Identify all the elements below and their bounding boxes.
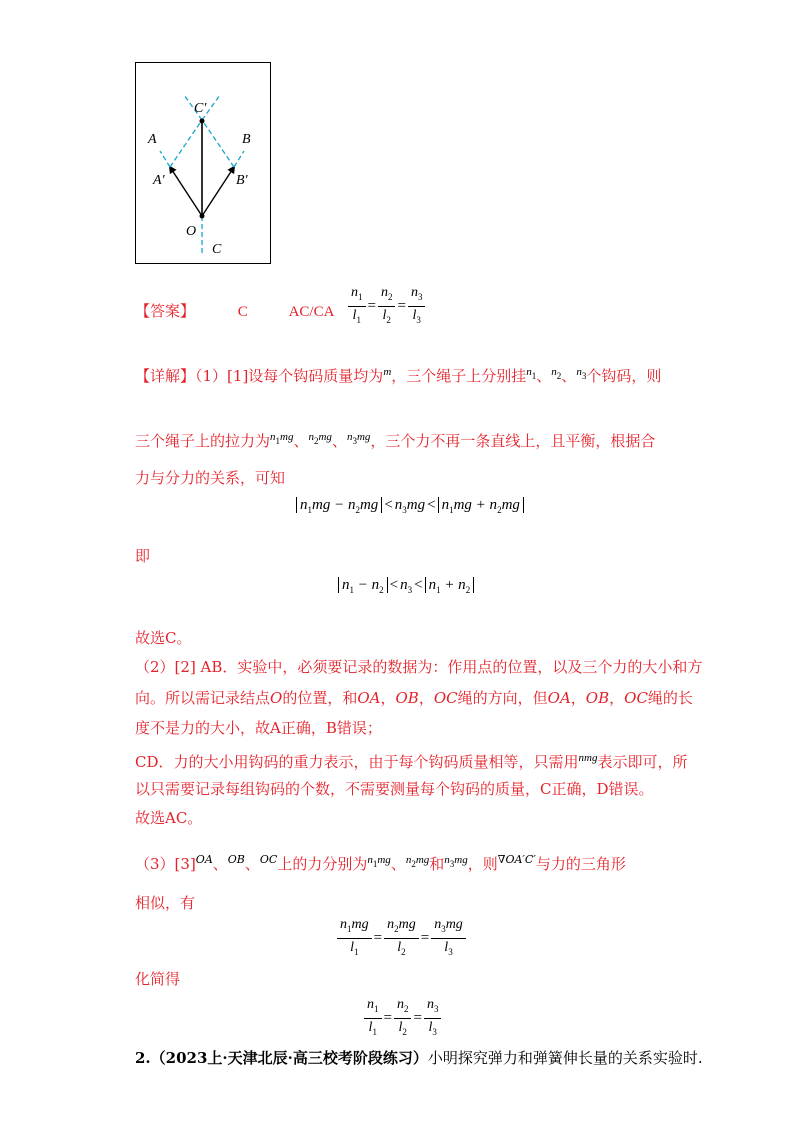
q2-number: 2. bbox=[135, 1049, 151, 1067]
point-c-prime bbox=[200, 119, 205, 124]
math-triangle: ∇OA′C′ bbox=[497, 853, 536, 866]
inequality-2: $n_1 - n_2 < n_3 < n_1 + n_2$ bbox=[338, 577, 474, 595]
text-dun: 、 bbox=[536, 367, 552, 385]
math-oc: OC bbox=[624, 689, 648, 707]
text-p7a: CD．力的大小用钩码的重力表示，由于每个钩码质量相等，只需用 bbox=[135, 753, 579, 771]
text-choose-ac: 故选AC。 bbox=[135, 809, 203, 827]
dashed-line-ac bbox=[170, 120, 202, 167]
text-p1b: ，三个绳子上分别挂 bbox=[391, 367, 527, 385]
detail-line-3 bbox=[135, 468, 285, 488]
label-a-prime: A' bbox=[153, 173, 165, 188]
detail-line-7 bbox=[135, 748, 687, 772]
force-diagram-svg bbox=[136, 63, 270, 263]
math-oc: OC bbox=[433, 689, 458, 707]
math-m: m bbox=[383, 366, 392, 378]
answer-tag: 【答案】 bbox=[135, 302, 196, 320]
math-oa: OA bbox=[547, 689, 571, 707]
answer-3-equation: $\frac{n_1}{l_1}$ = $\frac{n_2}{l_2}$ = $\frac{n_3}{l_3}$ bbox=[348, 284, 425, 329]
math-oa: OA bbox=[195, 853, 213, 866]
math-ob: OB bbox=[227, 853, 245, 866]
math-o: O bbox=[270, 689, 283, 707]
detail-line-9 bbox=[135, 850, 626, 874]
text-p2a: 三个绳子上的拉力为 bbox=[135, 432, 271, 450]
text-p7b: 表示即可，所 bbox=[597, 753, 688, 771]
text-p10: 相似，有 bbox=[135, 894, 196, 912]
math-ob: OB bbox=[585, 689, 610, 707]
result-equation: $\frac{n_1}{l_1}$ = $\frac{n_2}{l_2}$ = $\frac{n_3}{l_3}$ bbox=[364, 996, 441, 1041]
detail-line-8 bbox=[135, 779, 654, 799]
text-simplify: 化简得 bbox=[135, 970, 181, 988]
text-he: 和 bbox=[429, 855, 445, 873]
detail-simplify bbox=[135, 969, 180, 989]
text-p9c: ，则 bbox=[467, 855, 498, 873]
detail-line-5 bbox=[135, 688, 693, 708]
text-dun: 、 bbox=[561, 367, 577, 385]
math-oc: OC bbox=[259, 853, 278, 866]
text-p1c: 个钩码，则 bbox=[586, 367, 662, 385]
math-n1mg: n1mg bbox=[367, 854, 391, 869]
text-p9d: 与力的三角形 bbox=[535, 855, 626, 873]
math-n3mg: n3mg bbox=[444, 854, 468, 869]
similarity-equation: $\frac{n_1mg}{l_1}$ = $\frac{n_2mg}{l_2}$ = $\frac{n_3mg}{l_3}$ bbox=[337, 916, 466, 961]
label-b-prime: B' bbox=[236, 173, 248, 188]
text-p5a: 向。所以需记录结点 bbox=[135, 689, 271, 707]
detail-line-1 bbox=[135, 362, 661, 386]
math-n2: n2 bbox=[551, 366, 562, 381]
label-c-prime: C' bbox=[194, 101, 207, 116]
inequality-1: $n_1mg - n_2mg < n_3mg < n_1mg + n_2mg$ bbox=[296, 497, 524, 515]
text-p1a: （1）[1]设每个钩码质量均为 bbox=[195, 367, 384, 385]
math-oa: OA bbox=[357, 689, 381, 707]
text-p4: （2）[2] AB．实验中，必须要记录的数据为：作用点的位置，以及三个力的大小和方 bbox=[135, 658, 703, 676]
text-p9a: （3）[3] bbox=[135, 855, 196, 873]
math-n1: n1 bbox=[526, 366, 537, 381]
force-diagram bbox=[135, 62, 271, 264]
text-ji: 即 bbox=[135, 547, 151, 565]
detail-choose-c bbox=[135, 628, 191, 648]
q2-text: 小明探究弹力和弹簧伸长量的关系实验时. bbox=[427, 1049, 703, 1067]
text-p6: 度不是力的大小，故A正确，B错误； bbox=[135, 719, 382, 737]
text-comma: ， bbox=[609, 689, 625, 707]
text-p5c: 绳的方向，但 bbox=[457, 689, 548, 707]
text-comma: ， bbox=[570, 689, 586, 707]
answer-2: AC/CA bbox=[288, 304, 335, 320]
point-o bbox=[200, 214, 205, 219]
answer-1: C bbox=[237, 304, 248, 320]
text-p5d: 绳的长 bbox=[647, 689, 693, 707]
math-n3mg: n3mg bbox=[346, 431, 371, 446]
detail-tag: 【详解】 bbox=[135, 367, 196, 385]
math-n3: n3 bbox=[576, 366, 587, 381]
dashed-line-bc bbox=[202, 120, 234, 167]
text-p9b: 上的力分别为 bbox=[277, 855, 368, 873]
text-dun: 、 bbox=[293, 432, 309, 450]
label-b: B bbox=[242, 132, 251, 147]
text-dun: 、 bbox=[390, 855, 406, 873]
text-p2b: ，三个力不再一条直线上，且平衡，根据合 bbox=[370, 432, 656, 450]
text-choose-c: 故选C。 bbox=[135, 629, 192, 647]
detail-choose-ac bbox=[135, 808, 202, 828]
detail-line-4 bbox=[135, 657, 702, 677]
text-dun: 、 bbox=[212, 855, 228, 873]
label-o: O bbox=[186, 224, 197, 239]
text-comma: ， bbox=[418, 689, 434, 707]
arrow-oa-prime bbox=[170, 167, 202, 216]
text-p5b: 的位置，和 bbox=[282, 689, 358, 707]
dashed-extension-b bbox=[234, 151, 244, 167]
math-ob: OB bbox=[395, 689, 419, 707]
arrow-ob-prime bbox=[202, 167, 234, 216]
text-comma: ， bbox=[380, 689, 396, 707]
text-dun: 、 bbox=[331, 432, 347, 450]
q2-source: （2023上·天津北辰·高三校考阶段练习） bbox=[150, 1049, 428, 1067]
label-a: A bbox=[148, 132, 157, 147]
detail-line-6 bbox=[135, 718, 382, 738]
detail-line-2 bbox=[135, 427, 655, 451]
detail-line-10 bbox=[135, 893, 195, 913]
math-n2mg: n2mg bbox=[405, 854, 430, 869]
label-c: C bbox=[212, 242, 222, 257]
text-p8: 以只需要记录每组钩码的个数，不需要测量每个钩码的质量，C正确，D错误。 bbox=[135, 780, 654, 798]
text-p3: 力与分力的关系，可知 bbox=[135, 469, 286, 487]
math-n1mg: n1mg bbox=[270, 431, 294, 446]
question-2 bbox=[135, 1048, 703, 1068]
answer-line bbox=[135, 301, 334, 322]
dashed-extension-a bbox=[160, 151, 170, 167]
text-dun: 、 bbox=[244, 855, 260, 873]
math-nmg: nmg bbox=[578, 752, 598, 764]
math-n2mg: n2mg bbox=[308, 431, 332, 446]
detail-ji bbox=[135, 546, 150, 566]
